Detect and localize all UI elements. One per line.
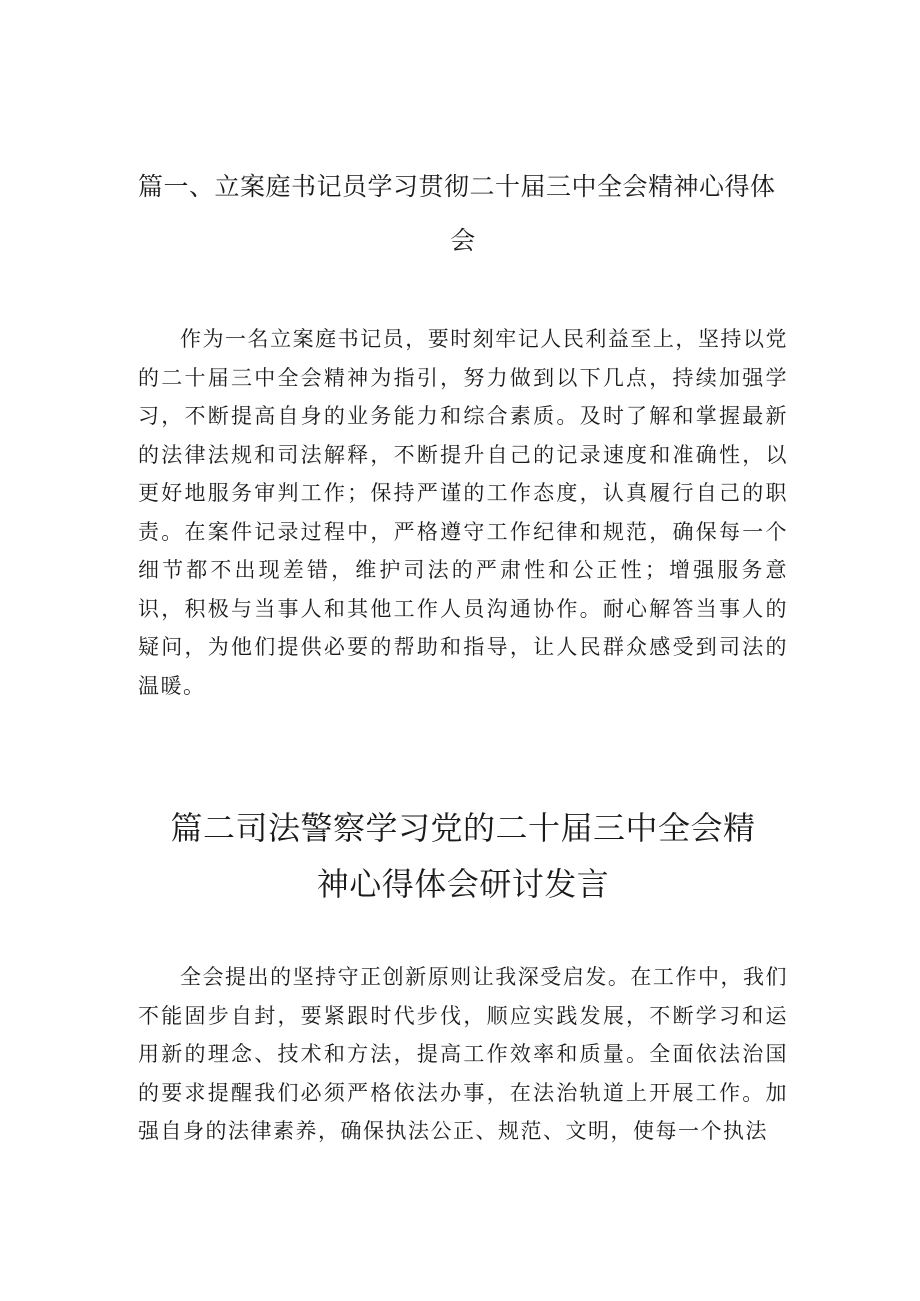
section-2-title-line-1: 篇二司法警察学习党的二十届三中全会精 [170,809,756,847]
section-2-title [138,800,788,912]
section-1-paragraph: 作为一名立案庭书记员，要时刻牢记人民利益至上，坚持以党的二十届三中全会精神为指引，努力做到以下几点，持续加强学习，不断提高自身的业务能力和综合素质。及时了解和掌握最新的法律法规和司法解释，不断提升自己的记录速度和准确性，以更好地服务审判工作；保持严谨的工作态度，认真履行自己的职责。在案件记录过程中，严格遵守工作纪律和规范，确保每一个细节都不出现差错，维护司法的严肃性和公正性；增强服务意识，积极与当事人和其他工作人员沟通协作。耐心解答当事人的疑问，为他们提供必要的帮助和指导，让人民群众感受到司法的温暖。 [138,327,788,698]
section-2-paragraph: 全会提出的坚持守正创新原则让我深受启发。在工作中，我们不能固步自封，要紧跟时代步伐，顺应实践发展，不断学习和运用新的理念、技术和方法，提高工作效率和质量。全面依法治国的要求提醒我们必须严格依法办事，在法治轨道上开展工作。加强自身的法律素养，确保执法公正、规范、文明，使每一个执法 [138,965,788,1143]
section-1-title-line-1: 篇一、立案庭书记员学习贯彻二十届三中全会精神心得体 [138,172,776,201]
section-1-title-line-2: 会 [450,226,476,255]
section-1-title [138,160,788,268]
section-2-title-line-2: 神心得体会研讨发言 [316,865,610,903]
